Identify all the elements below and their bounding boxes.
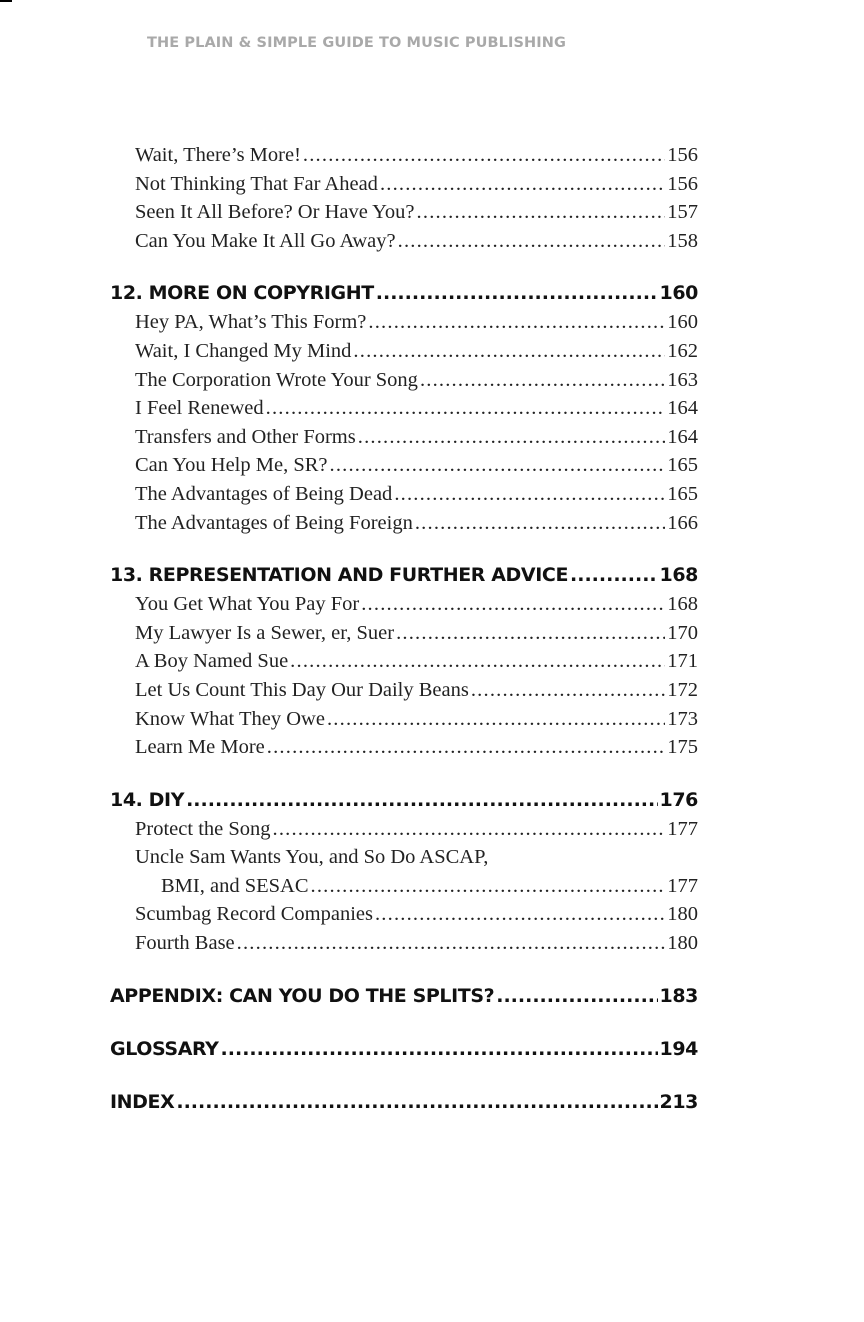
toc-entry[interactable] [110,451,698,480]
dot-leader [368,308,665,337]
toc-entry-page: 156 [667,172,698,195]
toc-entry-page: 173 [667,707,698,730]
toc-entry-title-continuation: BMI, and SESAC [161,874,309,897]
toc-entry-title: Can You Help Me, SR? [135,454,328,477]
toc-entry-page: 175 [667,736,698,759]
chapter-title: 13. REPRESENTATION AND FURTHER ADVICE [110,564,569,587]
chapter-title: APPENDIX: CAN YOU DO THE SPLITS? [110,984,495,1007]
toc-entry-title: Learn Me More [135,736,265,759]
dot-leader [398,227,666,256]
dot-leader [290,647,665,676]
toc-entry-title: Fourth Base [135,932,235,955]
dot-leader [376,278,658,308]
dot-leader [266,394,666,423]
toc-entry[interactable] [110,647,698,676]
chapter-page: 176 [659,788,698,811]
toc-entry-title: Not Thinking That Far Ahead [135,172,378,195]
toc-entry-page: 158 [667,229,698,252]
toc-entry-title: I Feel Renewed [135,397,264,420]
toc-entry-title: Transfers and Other Forms [135,425,356,448]
toc-chapter-13[interactable] [110,560,698,590]
toc-entry-page: 180 [667,932,698,955]
toc-glossary[interactable] [110,1034,698,1064]
dot-leader [176,1087,657,1117]
chapter-title: INDEX [110,1090,175,1113]
chapter-title: 12. MORE ON COPYRIGHT [110,282,374,305]
toc-entry[interactable] [110,619,698,648]
toc-entry-page: 177 [667,817,698,840]
toc-chapter-14[interactable] [110,785,698,815]
chapter-page: 160 [659,282,698,305]
toc-entry[interactable] [110,337,698,366]
toc-entry-title: The Advantages of Being Foreign [135,511,413,534]
toc-appendix[interactable] [110,981,698,1011]
running-header: THE PLAIN & SIMPLE GUIDE TO MUSIC PUBLISHING [147,35,566,51]
toc-entry[interactable] [110,929,698,958]
toc-entry-title: The Advantages of Being Dead [135,482,393,505]
toc-entry[interactable] [110,170,698,199]
toc-entry[interactable] [110,394,698,423]
toc-entry-page: 157 [667,201,698,224]
chapter-page: 213 [659,1090,698,1113]
chapter-page: 168 [659,564,698,587]
toc-entry-title: The Corporation Wrote Your Song [135,368,418,391]
toc-entry[interactable] [110,590,698,619]
toc-entry-title: Hey PA, What’s This Form? [135,311,367,334]
dot-leader [311,872,666,901]
toc-entry-page: 171 [667,650,698,673]
dot-leader [375,900,665,929]
dot-leader [186,785,657,815]
dot-leader [570,560,658,590]
dot-leader [394,480,665,509]
toc-entry[interactable] [110,900,698,929]
dot-leader [496,981,657,1011]
toc-entry-first-line[interactable] [110,843,698,872]
toc-entry-page: 166 [667,511,698,534]
dot-leader [327,705,665,734]
dot-leader [273,815,666,844]
toc-entry-page: 163 [667,368,698,391]
table-of-contents [110,141,698,1117]
toc-entry-page: 160 [667,311,698,334]
toc-entry-title: Can You Make It All Go Away? [135,229,396,252]
toc-entry-title: Wait, I Changed My Mind [135,339,352,362]
toc-entry-continuation[interactable] [110,872,698,901]
toc-entry-page: 177 [667,874,698,897]
toc-entry-title: Wait, There’s More! [135,144,301,166]
chapter-page: 183 [659,984,698,1007]
dot-leader [396,619,665,648]
toc-entry-page: 164 [667,425,698,448]
toc-chapter-12[interactable] [110,278,698,308]
toc-entry-title: Seen It All Before? Or Have You? [135,201,415,224]
dot-leader [415,509,665,538]
dot-leader [420,366,665,395]
toc-entry[interactable] [110,509,698,538]
dot-leader [221,1034,658,1064]
toc-entry-title: Scumbag Record Companies [135,903,373,926]
toc-entry[interactable] [110,676,698,705]
dot-leader [417,198,666,227]
dot-leader [330,451,666,480]
toc-entry-page: 170 [667,621,698,644]
chapter-page: 194 [659,1037,698,1060]
toc-entry-page: 162 [667,339,698,362]
toc-entry[interactable] [110,227,698,256]
toc-entry[interactable] [110,141,698,170]
toc-entry-title: Let Us Count This Day Our Daily Beans [135,678,469,701]
toc-entry-title: Protect the Song [135,817,271,840]
toc-entry-page: 165 [667,454,698,477]
dot-leader [361,590,665,619]
toc-entry[interactable] [110,815,698,844]
crop-mark [0,0,12,2]
toc-entry-title: You Get What You Pay For [135,593,360,616]
toc-entry[interactable] [110,198,698,227]
toc-entry-title: A Boy Named Sue [135,650,289,673]
toc-entry-title: Uncle Sam Wants You, and So Do ASCAP, [135,846,489,869]
toc-entry[interactable] [110,423,698,452]
dot-leader [267,733,665,762]
dot-leader [358,423,666,452]
chapter-title: GLOSSARY [110,1037,219,1060]
toc-entry[interactable] [110,705,698,734]
toc-entry-page: 172 [667,678,698,701]
dot-leader [380,170,665,199]
chapter-title: 14. DIY [110,788,185,811]
toc-index[interactable] [110,1087,698,1117]
dot-leader [303,141,665,170]
toc-entry[interactable] [110,733,698,762]
toc-entry[interactable] [110,480,698,509]
toc-entry-page: 164 [667,397,698,420]
dot-leader [237,929,666,958]
toc-entry[interactable] [110,366,698,395]
dot-leader [353,337,665,366]
toc-entry-page: 180 [667,903,698,926]
toc-entry-page: 168 [667,593,698,616]
toc-entry-title: Know What They Owe [135,707,325,730]
toc-entry-page: 156 [667,144,698,166]
toc-entry[interactable] [110,308,698,337]
dot-leader [471,676,665,705]
toc-entry-page: 165 [667,482,698,505]
toc-entry-title: My Lawyer Is a Sewer, er, Suer [135,621,395,644]
